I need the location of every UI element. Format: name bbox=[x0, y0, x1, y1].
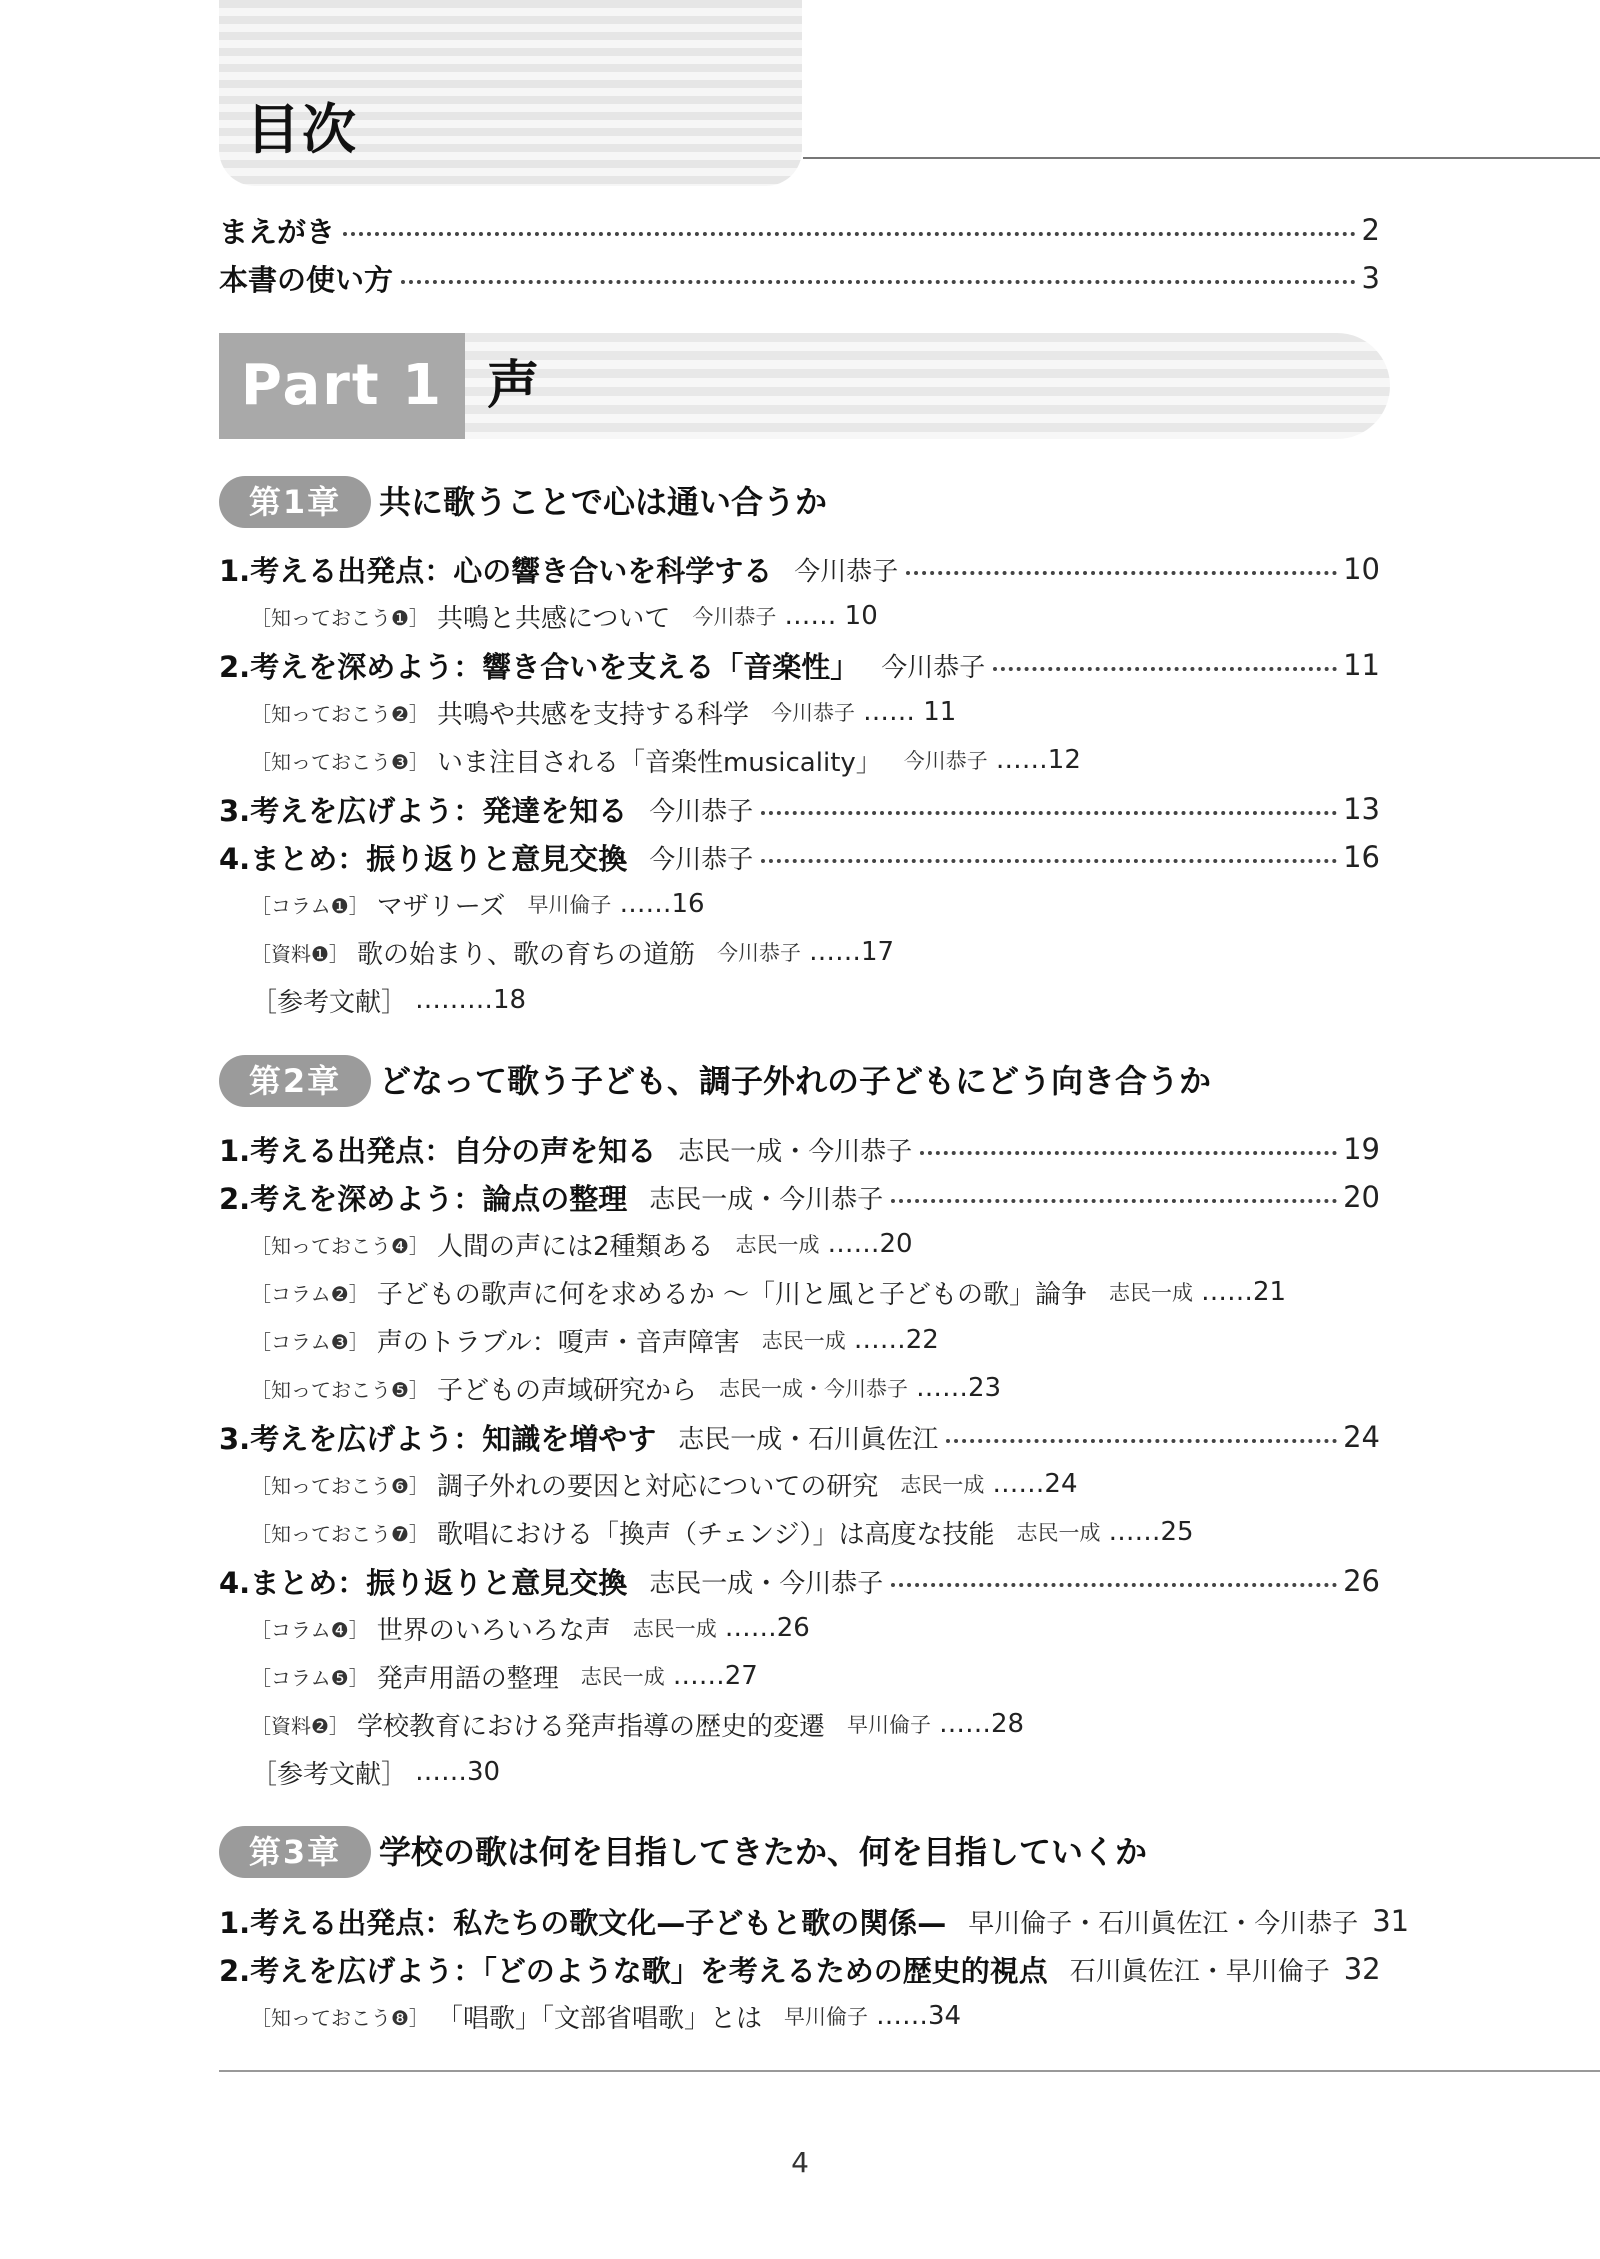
toc-entry[interactable] bbox=[219, 644, 1380, 686]
toc-subentry[interactable] bbox=[251, 1608, 810, 1648]
entry-page: ……30 bbox=[415, 1757, 501, 1787]
entry-page: ……21 bbox=[1201, 1277, 1287, 1307]
entry-tag: ［知っておこう❼］ bbox=[251, 1521, 429, 1546]
toc-subentry[interactable] bbox=[251, 1272, 1286, 1312]
entry-title: 「唱歌」「文部省唱歌」とは bbox=[436, 2003, 762, 2034]
entry-author: 今川恭子 bbox=[770, 701, 855, 725]
toc-subentry[interactable] bbox=[251, 1996, 961, 2036]
entry-page: ……12 bbox=[995, 745, 1081, 775]
entry-page: …… 10 bbox=[784, 601, 878, 631]
part-banner bbox=[219, 333, 1390, 439]
entry-author: 志民一成 bbox=[735, 1233, 820, 1257]
page-number: 4 bbox=[791, 2146, 809, 2179]
entry-title: マザリーズ bbox=[376, 891, 506, 922]
entry-author: 今川恭子 bbox=[649, 796, 754, 827]
entry-tag: ［知っておこう❻］ bbox=[251, 1473, 429, 1498]
entry-page: 26 bbox=[1343, 1564, 1380, 1598]
leader-dots bbox=[891, 1583, 1337, 1587]
entry-title: 3.考えを広げよう：知識を増やす bbox=[219, 1421, 657, 1456]
entry-title: いま注目される「音楽性musicality」 bbox=[436, 747, 882, 778]
entry-title: 1.考える出発点：自分の声を知る bbox=[219, 1133, 657, 1168]
toc-entry[interactable] bbox=[219, 836, 1380, 878]
entry-author: 志民一成 bbox=[900, 1473, 985, 1497]
entry-page: 24 bbox=[1343, 1420, 1380, 1454]
entry-page: ……20 bbox=[827, 1229, 913, 1259]
entry-tag: ［コラム❹］ bbox=[251, 1617, 369, 1642]
toc-entry[interactable] bbox=[219, 1416, 1380, 1458]
entry-page: 11 bbox=[1343, 648, 1380, 682]
header-rule bbox=[803, 157, 1600, 159]
entry-page: ……34 bbox=[875, 2001, 962, 2031]
entry-title: 声のトラブル：嗄声・音声障害 bbox=[376, 1327, 740, 1358]
toc-subentry[interactable] bbox=[251, 692, 956, 732]
entry-page: 19 bbox=[1343, 1132, 1380, 1166]
chapter-title: 共に歌うことで心は通い合うか bbox=[379, 483, 828, 521]
entry-author: 志民一成・今川恭子 bbox=[649, 1184, 884, 1215]
toc-subentry[interactable] bbox=[251, 932, 894, 972]
entry-title: 学校教育における発声指導の歴史的変遷 bbox=[356, 1711, 825, 1742]
entry-author: 今川恭子 bbox=[903, 749, 988, 773]
entry-page: ……23 bbox=[915, 1373, 1002, 1403]
leader-dots bbox=[920, 1151, 1337, 1155]
entry-page: ………18 bbox=[415, 985, 527, 1015]
toc-entry[interactable] bbox=[219, 1900, 1410, 1942]
entry-title: 世界のいろいろな声 bbox=[376, 1615, 611, 1646]
chapter-title: 学校の歌は何を目指してきたか、何を目指していくか bbox=[379, 1833, 1148, 1871]
entry-title: 歌の始まり、歌の育ちの道筋 bbox=[356, 939, 695, 970]
entry-page: 32 bbox=[1343, 1952, 1381, 1986]
entry-author: 早川倫子 bbox=[783, 2005, 868, 2029]
entry-author: 早川倫子・石川眞佐江・今川恭子 bbox=[968, 1908, 1359, 1939]
toc-entry[interactable] bbox=[219, 1128, 1380, 1170]
entry-page: 13 bbox=[1343, 792, 1380, 826]
entry-title: まえがき bbox=[219, 214, 336, 249]
entry-title: 共鳴や共感を支持する科学 bbox=[436, 699, 749, 730]
entry-author: 志民一成 bbox=[1109, 1281, 1193, 1305]
entry-author: 志民一成 bbox=[761, 1329, 846, 1353]
toc-subentry[interactable] bbox=[251, 740, 1081, 780]
leader-dots bbox=[946, 1439, 1337, 1443]
entry-title: 1.考える出発点：私たちの歌文化—子どもと歌の関係— bbox=[219, 1905, 947, 1940]
leader-dots bbox=[993, 667, 1337, 671]
entry-page: ……17 bbox=[808, 937, 895, 967]
entry-title: 調子外れの要因と対応についての研究 bbox=[436, 1471, 879, 1502]
toc-subentry[interactable] bbox=[251, 884, 705, 924]
entry-page: 20 bbox=[1343, 1180, 1380, 1214]
entry-page: 3 bbox=[1361, 261, 1380, 295]
entry-page: ……27 bbox=[672, 1661, 758, 1691]
entry-title: 3.考えを広げよう：発達を知る bbox=[219, 793, 628, 828]
toc-subentry[interactable] bbox=[251, 1704, 1024, 1744]
entry-author: 今川恭子 bbox=[794, 556, 899, 587]
entry-tag: ［コラム❺］ bbox=[251, 1665, 369, 1690]
leader-dots bbox=[906, 571, 1337, 575]
entry-tag: ［コラム❶］ bbox=[251, 893, 369, 918]
entry-author: 志民一成 bbox=[632, 1617, 717, 1641]
entry-tag: ［知っておこう❶］ bbox=[251, 605, 429, 630]
leader-dots bbox=[761, 859, 1337, 863]
entry-page: ……28 bbox=[938, 1709, 1025, 1739]
entry-page: ……16 bbox=[619, 889, 705, 919]
toc-entry[interactable] bbox=[219, 1176, 1380, 1218]
entry-page: …… 11 bbox=[862, 697, 957, 727]
entry-author: 今川恭子 bbox=[716, 941, 801, 965]
toc-subentry[interactable] bbox=[251, 1224, 913, 1264]
toc-subentry[interactable] bbox=[251, 1752, 500, 1792]
entry-page: ……26 bbox=[724, 1613, 810, 1643]
entry-tag: ［資料❶］ bbox=[251, 941, 349, 966]
entry-author: 今川恭子 bbox=[881, 652, 986, 683]
part-name: 声 bbox=[487, 356, 540, 416]
entry-title: 歌唱における「換声（チェンジ）」は高度な技能 bbox=[436, 1519, 995, 1550]
toc-subentry[interactable] bbox=[251, 1320, 939, 1360]
entry-title: 1.考える出発点：心の響き合いを科学する bbox=[219, 553, 773, 588]
leader-dots bbox=[891, 1199, 1337, 1203]
toc-entry-front[interactable] bbox=[219, 209, 1380, 251]
entry-title: 共鳴と共感について bbox=[436, 603, 671, 634]
toc-entry[interactable] bbox=[219, 1560, 1380, 1602]
entry-tag: ［知っておこう❺］ bbox=[251, 1377, 429, 1402]
toc-subentry[interactable] bbox=[251, 1656, 758, 1696]
toc-subentry[interactable] bbox=[251, 1464, 1078, 1504]
entry-author: 志民一成・今川恭子 bbox=[718, 1377, 908, 1401]
toc-entry[interactable] bbox=[219, 548, 1380, 590]
entry-author: 志民一成・石川眞佐江 bbox=[678, 1424, 939, 1455]
entry-tag: ［知っておこう❹］ bbox=[251, 1233, 429, 1258]
entry-tag: ［コラム❸］ bbox=[251, 1329, 369, 1354]
entry-tag: ［コラム❷］ bbox=[251, 1281, 369, 1306]
entry-title: 4.まとめ：振り返りと意見交換 bbox=[219, 841, 628, 876]
entry-page: 2 bbox=[1361, 213, 1380, 247]
entry-author: 志民一成 bbox=[1016, 1521, 1101, 1545]
chapter-badge: 第2章 bbox=[219, 1055, 371, 1107]
entry-page: 31 bbox=[1372, 1904, 1410, 1938]
footer-rule bbox=[219, 2070, 1600, 2072]
entry-page: 10 bbox=[1343, 552, 1380, 586]
entry-author: 早川倫子 bbox=[846, 1713, 931, 1737]
chapter-badge: 第1章 bbox=[219, 476, 371, 528]
entry-title: 発声用語の整理 bbox=[376, 1663, 559, 1694]
entry-title: 本書の使い方 bbox=[219, 262, 394, 297]
entry-title: ［参考文献］ bbox=[251, 1759, 408, 1790]
entry-author: 石川眞佐江・早川倫子 bbox=[1069, 1956, 1330, 1987]
entry-title: 4.まとめ：振り返りと意見交換 bbox=[219, 1565, 628, 1600]
leader-dots bbox=[761, 811, 1337, 815]
entry-tag: ［知っておこう❷］ bbox=[251, 701, 429, 726]
toc-subentry[interactable] bbox=[251, 1512, 1194, 1552]
entry-tag: ［知っておこう❸］ bbox=[251, 749, 429, 774]
entry-page: ……24 bbox=[992, 1469, 1078, 1499]
leader-dots bbox=[401, 280, 1356, 284]
entry-page: ……25 bbox=[1108, 1517, 1194, 1547]
entry-author: 志民一成 bbox=[580, 1665, 665, 1689]
entry-title: 2.考えを深めよう：響き合いを支える「音楽性」 bbox=[219, 649, 860, 684]
entry-author: 今川恭子 bbox=[649, 844, 754, 875]
entry-author: 志民一成・今川恭子 bbox=[649, 1568, 884, 1599]
toc-subentry[interactable] bbox=[251, 1368, 1001, 1408]
toc-subentry[interactable] bbox=[251, 980, 526, 1020]
toc-subentry[interactable] bbox=[251, 596, 878, 636]
entry-tag: ［知っておこう❽］ bbox=[251, 2005, 429, 2030]
chapter-title: どなって歌う子ども、調子外れの子どもにどう向き合うか bbox=[379, 1062, 1212, 1100]
entry-title: 人間の声には2種類ある bbox=[436, 1231, 714, 1262]
page-title: 目次 bbox=[246, 98, 358, 161]
entry-author: 今川恭子 bbox=[692, 605, 777, 629]
toc-entry-front[interactable] bbox=[219, 257, 1380, 299]
entry-tag: ［資料❷］ bbox=[251, 1713, 349, 1738]
entry-title: ［参考文献］ bbox=[251, 987, 408, 1018]
chapter-badge: 第3章 bbox=[219, 1826, 371, 1878]
toc-entry[interactable] bbox=[219, 788, 1380, 830]
entry-author: 早川倫子 bbox=[527, 893, 612, 917]
part-label: Part 1 bbox=[219, 333, 465, 439]
entry-author: 志民一成・今川恭子 bbox=[678, 1136, 913, 1167]
entry-title: 2.考えを深めよう：論点の整理 bbox=[219, 1181, 628, 1216]
toc-entry[interactable] bbox=[219, 1948, 1380, 1990]
entry-page: 16 bbox=[1343, 840, 1380, 874]
entry-title: 子どもの声域研究から bbox=[436, 1375, 697, 1406]
entry-title: 2.考えを広げよう：「どのような歌」を考えるための歴史的視点 bbox=[219, 1953, 1048, 1988]
leader-dots bbox=[343, 232, 1356, 236]
entry-page: ……22 bbox=[853, 1325, 939, 1355]
entry-title: 子どもの歌声に何を求めるか ～「川と風と子どもの歌」論争 bbox=[376, 1279, 1087, 1310]
